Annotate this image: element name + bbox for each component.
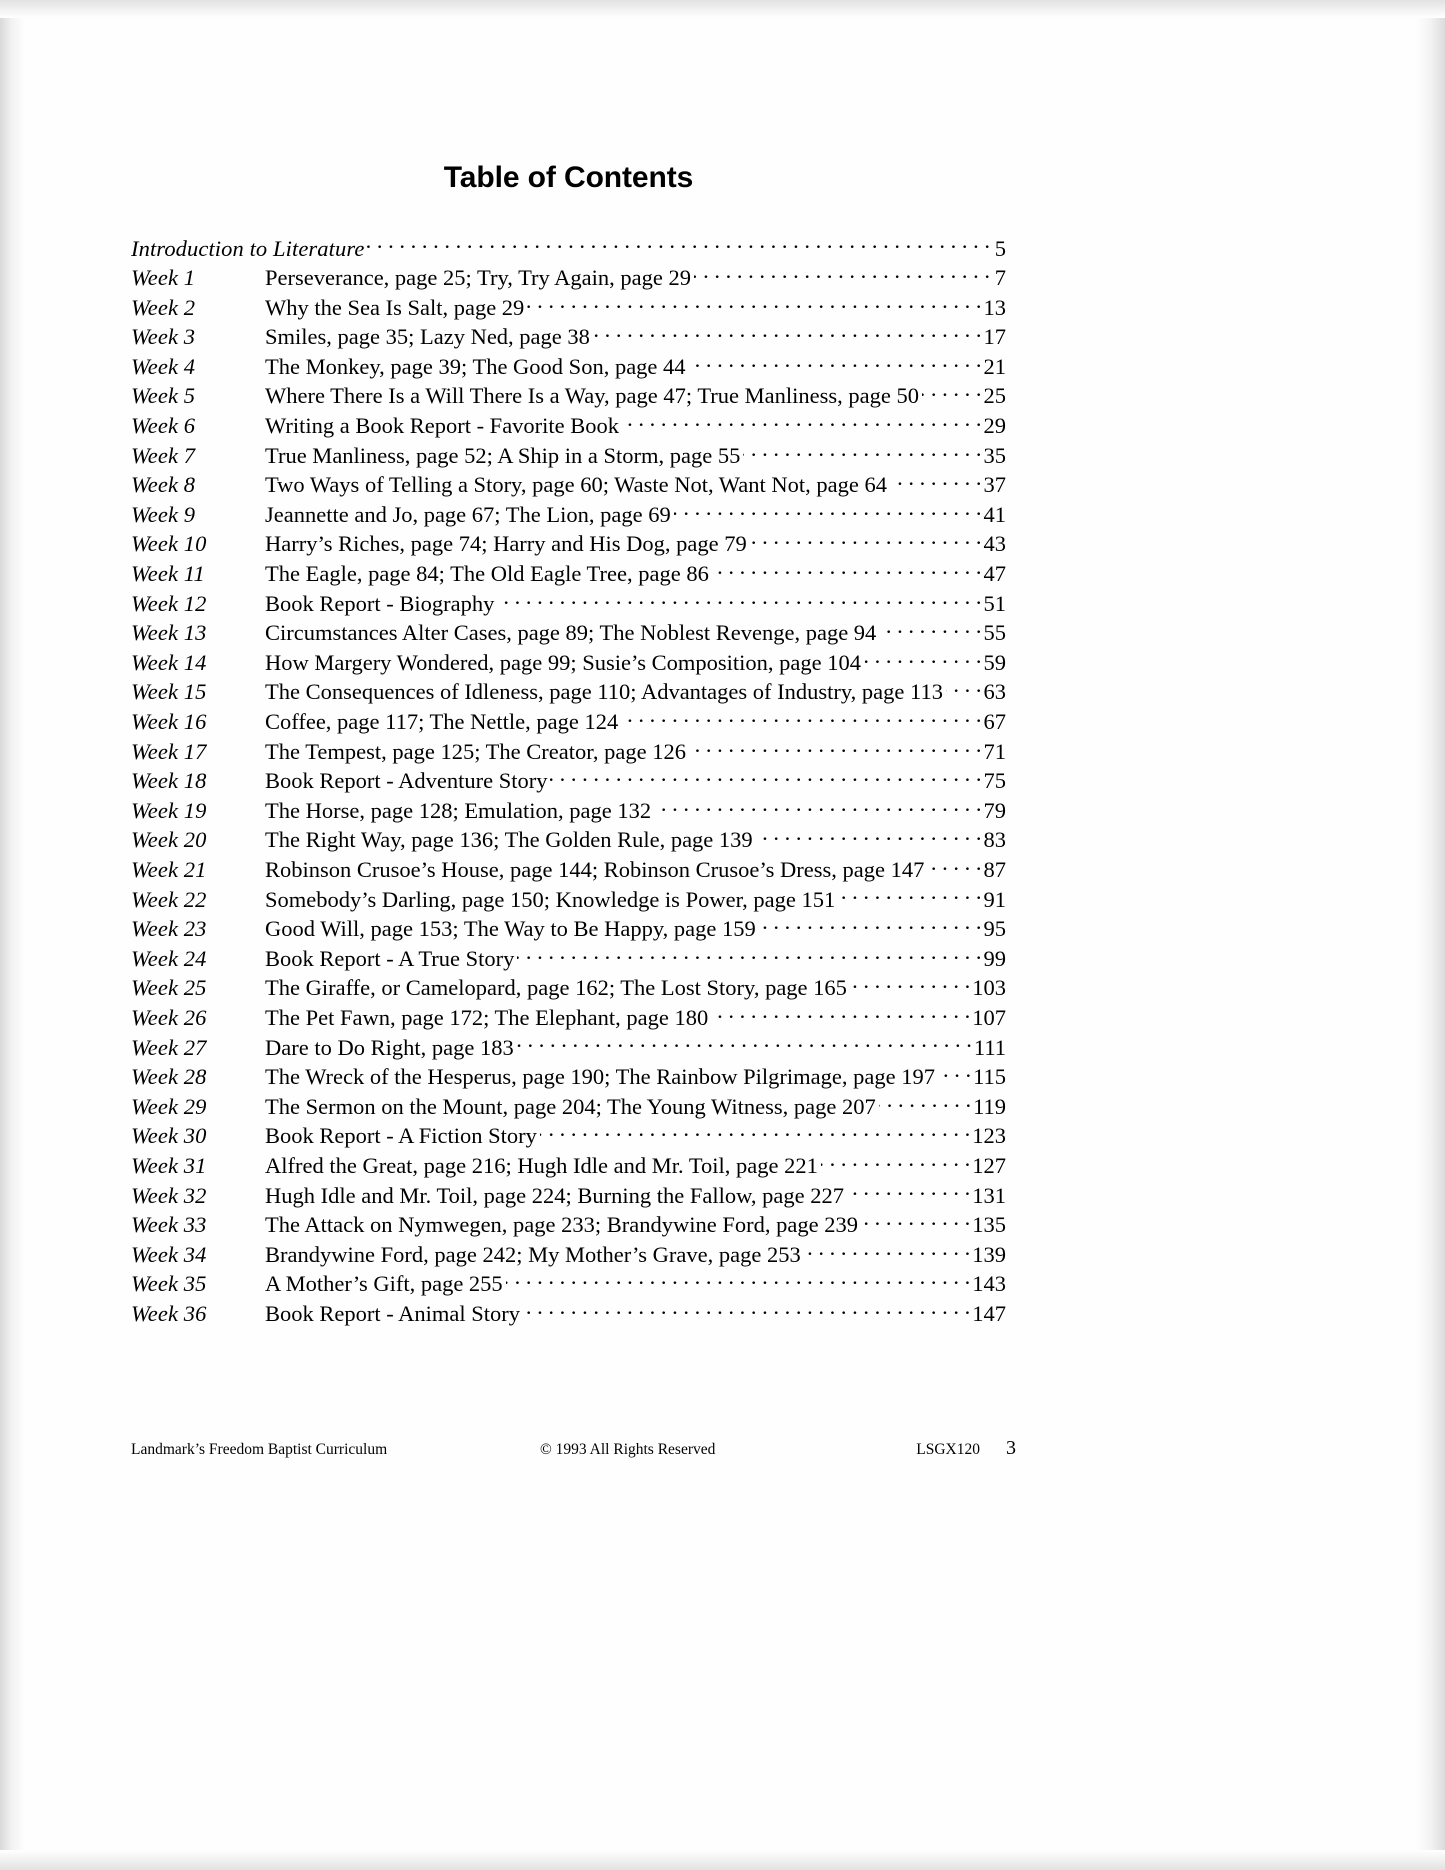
toc-week-label: Week 25 [131, 975, 207, 1001]
toc-week-label: Week 31 [131, 1152, 207, 1178]
toc-row [131, 1091, 1006, 1121]
toc-week-label: Week 13 [131, 620, 207, 646]
dot-leader [593, 322, 982, 345]
toc-page-number: 47 [983, 561, 1006, 587]
toc-page-number: 21 [983, 353, 1006, 379]
toc-page-number: 67 [983, 709, 1006, 734]
toc-week-label: Week 1 [131, 265, 196, 291]
dot-leader [750, 529, 982, 552]
dot-leader [759, 914, 982, 937]
toc-page-number: 135 [972, 1212, 1006, 1238]
dot-leader [674, 499, 982, 522]
toc-entry-title: Brandywine Ford, page 242; My Mother’s Grave, page 253 [265, 1241, 801, 1267]
dot-leader [694, 263, 990, 286]
dot-leader [946, 677, 982, 700]
toc-row [131, 1121, 1006, 1151]
dot-leader [850, 973, 970, 996]
toc-entry-title: Where There Is a Will There Is a Way, page 47; True Manliness, page 50 [265, 383, 919, 409]
toc-content [131, 0, 1006, 1328]
dot-leader [879, 1091, 971, 1114]
toc-row [131, 529, 1006, 559]
toc-row [131, 1032, 1006, 1062]
dot-leader [864, 647, 981, 670]
dot-leader [689, 351, 982, 374]
toc-page-number: 71 [983, 738, 1006, 764]
toc-page-number: 111 [973, 1034, 1006, 1060]
toc-row [131, 1239, 1006, 1269]
toc-intro-label: Introduction to Literature [131, 235, 365, 261]
dot-leader [527, 292, 981, 315]
toc-page-number: 99 [983, 945, 1006, 971]
toc-row [131, 1210, 1006, 1240]
footer-copyright: © 1993 All Rights Reserved [540, 1441, 716, 1458]
toc-page-number: 143 [972, 1271, 1006, 1297]
toc-entry-title: The Tempest, page 125; The Creator, page 126 [265, 738, 686, 764]
toc-entry-title: Smiles, page 35; Lazy Ned, page 38 [265, 324, 590, 350]
toc-page-number: 87 [983, 856, 1006, 882]
toc-entry-title: Perseverance, page 25; Try, Try Again, page 29 [265, 265, 691, 291]
toc-row [131, 825, 1006, 855]
dot-leader [847, 1180, 970, 1203]
toc-row [131, 322, 1006, 352]
toc-entry-title: Why the Sea Is Salt, page 29 [265, 294, 525, 320]
dot-leader [927, 854, 981, 877]
dot-leader [506, 1269, 971, 1292]
toc-week-label: Week 2 [131, 294, 196, 320]
toc-row [131, 559, 1006, 589]
dot-leader [821, 1150, 970, 1173]
toc-week-label: Week 11 [131, 561, 205, 587]
toc-page-number: 91 [983, 886, 1006, 912]
page-title: Table of Contents [443, 161, 694, 194]
toc-entry-title: Hugh Idle and Mr. Toil, page 224; Burning the Fallow, page 227 [265, 1182, 844, 1208]
toc-page-number: 131 [972, 1182, 1006, 1208]
toc-page-number: 43 [983, 531, 1006, 557]
toc-entry-title: The Eagle, page 84; The Old Eagle Tree, page 86 [265, 561, 709, 587]
toc-week-label: Week 3 [131, 324, 196, 350]
toc-entry-title: Jeannette and Jo, page 67; The Lion, page 69 [265, 501, 671, 527]
toc-row [131, 1298, 1006, 1328]
toc-entry-title: The Horse, page 128; Emulation, page 132 [265, 797, 652, 823]
toc-row [131, 1002, 1006, 1032]
toc-entry-title: Book Report - Adventure Story [265, 768, 548, 794]
dot-leader [517, 943, 981, 966]
toc-page-number: 75 [983, 768, 1006, 794]
toc-row [131, 411, 1006, 441]
toc-page-number: 83 [983, 827, 1006, 853]
scan-edge-right [1415, 0, 1445, 1870]
dot-leader [364, 233, 990, 256]
toc-page-number: 147 [972, 1300, 1006, 1326]
dot-leader [523, 1298, 970, 1321]
toc-entry-title: The Attack on Nymwegen, page 233; Brandywine Ford, page 239 [265, 1212, 858, 1238]
toc-entry-title: Book Report - A Fiction Story [265, 1123, 537, 1149]
dot-leader [654, 795, 981, 818]
toc-page-number: 95 [983, 916, 1006, 942]
toc-page-number: 51 [983, 590, 1006, 616]
toc-row [131, 854, 1006, 884]
toc-row-introduction [131, 233, 1006, 263]
toc-week-label: Week 28 [131, 1064, 207, 1090]
toc-row [131, 795, 1006, 825]
toc-page-number: 107 [972, 1004, 1006, 1030]
toc-row [131, 677, 1006, 707]
toc-row [131, 707, 1006, 737]
toc-row [131, 499, 1006, 529]
toc-page-number: 17 [983, 324, 1006, 350]
toc-week-label: Week 15 [131, 679, 207, 705]
toc-page-number: 79 [983, 797, 1006, 823]
toc-week-label: Week 4 [131, 353, 196, 379]
toc-week-label: Week 7 [131, 442, 196, 468]
toc-entry-title: The Monkey, page 39; The Good Son, page 44 [265, 353, 686, 379]
toc-page-number: 115 [973, 1064, 1006, 1090]
dot-leader [689, 736, 982, 759]
toc-row [131, 736, 1006, 766]
dot-leader [938, 1062, 971, 1085]
footer-product-code: LSGX120 [916, 1441, 980, 1458]
toc-row [131, 766, 1006, 796]
toc-row [131, 618, 1006, 648]
toc-week-label: Week 6 [131, 413, 196, 439]
toc-row [131, 1269, 1006, 1299]
toc-entry-title: The Right Way, page 136; The Golden Rule, page 139 [265, 827, 753, 853]
toc-week-label: Week 16 [131, 709, 207, 734]
toc-page-number: 123 [972, 1123, 1006, 1149]
toc-week-label: Week 18 [131, 768, 207, 794]
toc-week-label: Week 12 [131, 590, 207, 616]
toc-entry-title: The Consequences of Idleness, page 110; Advantages of Industry, page 113 [265, 679, 943, 705]
toc-week-label: Week 9 [131, 501, 196, 527]
toc-entry-title: Somebody’s Darling, page 150; Knowledge is Power, page 151 [265, 886, 836, 912]
dot-leader [622, 411, 981, 434]
dot-leader [711, 1002, 970, 1025]
dot-leader [879, 618, 981, 641]
dot-leader [838, 884, 981, 907]
toc-page-number: 127 [972, 1152, 1006, 1178]
toc-entry-title: Alfred the Great, page 216; Hugh Idle and Mr. Toil, page 221 [265, 1152, 818, 1178]
toc-week-label: Week 26 [131, 1004, 207, 1030]
toc-row [131, 914, 1006, 944]
toc-entry-title: The Pet Fawn, page 172; The Elephant, page 180 [265, 1004, 709, 1030]
toc-week-label: Week 24 [131, 945, 207, 971]
toc-entry-title: Dare to Do Right, page 183 [265, 1034, 514, 1060]
toc-week-label: Week 29 [131, 1093, 207, 1119]
page-footer [131, 1436, 1016, 1460]
toc-page-number: 63 [983, 679, 1006, 705]
toc-entry-title: The Sermon on the Mount, page 204; The Young Witness, page 207 [265, 1093, 876, 1119]
scan-edge-left [0, 0, 26, 1870]
dot-leader [621, 707, 981, 730]
toc-entry-title: The Wreck of the Hesperus, page 190; The Rainbow Pilgrimage, page 197 [265, 1064, 935, 1090]
toc-week-label: Week 34 [131, 1241, 207, 1267]
toc-entry-title: Harry’s Riches, page 74; Harry and His Dog, page 79 [265, 531, 747, 557]
dot-leader [550, 766, 981, 789]
toc-row [131, 351, 1006, 381]
toc-entry-title: Coffee, page 117; The Nettle, page 124 [265, 709, 619, 734]
toc-entry-title: Book Report - Biography [265, 590, 495, 616]
toc-row [131, 647, 1006, 677]
toc-entry-title: Book Report - Animal Story [265, 1300, 520, 1326]
toc-row [131, 943, 1006, 973]
toc-page-number: 35 [983, 442, 1006, 468]
toc-week-label: Week 32 [131, 1182, 207, 1208]
toc-week-label: Week 20 [131, 827, 207, 853]
toc-page-number: 41 [983, 501, 1006, 527]
toc-page-number: 13 [983, 294, 1006, 320]
toc-page-number: 7 [994, 265, 1006, 291]
toc-row [131, 292, 1006, 322]
dot-leader [756, 825, 982, 848]
table-of-contents-list [131, 233, 1006, 1328]
dot-leader [517, 1032, 972, 1055]
toc-row [131, 973, 1006, 1003]
toc-week-label: Week 17 [131, 738, 207, 764]
toc-row [131, 440, 1006, 470]
toc-week-label: Week 27 [131, 1034, 207, 1060]
toc-week-label: Week 8 [131, 472, 196, 498]
toc-row [131, 381, 1006, 411]
toc-entry-title: Two Ways of Telling a Story, page 60; Waste Not, Want Not, page 64 [265, 472, 887, 498]
toc-week-label: Week 21 [131, 856, 207, 882]
toc-entry-title: True Manliness, page 52; A Ship in a Storm, page 55 [265, 442, 741, 468]
toc-week-label: Week 10 [131, 531, 207, 557]
toc-entry-title: How Margery Wondered, page 99; Susie’s Composition, page 104 [265, 649, 862, 675]
toc-week-label: Week 30 [131, 1123, 207, 1149]
toc-entry-title: A Mother’s Gift, page 255 [265, 1271, 503, 1297]
toc-row [131, 884, 1006, 914]
toc-row [131, 588, 1006, 618]
footer-page-number: 3 [1006, 1437, 1016, 1459]
toc-page-number: 5 [994, 235, 1006, 261]
toc-page-number: 103 [972, 975, 1006, 1001]
dot-leader [497, 588, 981, 611]
toc-week-label: Week 19 [131, 797, 207, 823]
toc-entry-title: Robinson Crusoe’s House, page 144; Robinson Crusoe’s Dress, page 147 [265, 856, 925, 882]
toc-page-number: 59 [983, 649, 1006, 675]
dot-leader [804, 1239, 971, 1262]
toc-page-number: 55 [983, 620, 1006, 646]
toc-week-label: Week 23 [131, 916, 207, 942]
toc-entry-title: Good Will, page 153; The Way to Be Happy, page 159 [265, 916, 756, 942]
dot-leader [890, 470, 982, 493]
toc-week-label: Week 36 [131, 1300, 207, 1326]
toc-week-label: Week 33 [131, 1212, 207, 1238]
toc-week-label: Week 35 [131, 1271, 207, 1297]
toc-page-number: 139 [972, 1241, 1006, 1267]
dot-leader [922, 381, 982, 404]
toc-week-label: Week 22 [131, 886, 207, 912]
toc-entry-title: Circumstances Alter Cases, page 89; The Noblest Revenge, page 94 [265, 620, 877, 646]
toc-page-number: 25 [983, 383, 1006, 409]
toc-row [131, 263, 1006, 293]
toc-row [131, 470, 1006, 500]
scan-edge-bottom [0, 1850, 1445, 1870]
toc-row [131, 1180, 1006, 1210]
dot-leader [712, 559, 982, 582]
toc-entry-title: The Giraffe, or Camelopard, page 162; The Lost Story, page 165 [265, 975, 847, 1001]
toc-week-label: Week 5 [131, 383, 196, 409]
footer-publisher: Landmark’s Freedom Baptist Curriculum [131, 1441, 388, 1458]
toc-entry-title: Writing a Book Report - Favorite Book [265, 413, 620, 439]
toc-page-number: 119 [973, 1093, 1006, 1119]
toc-entry-title: Book Report - A True Story [265, 945, 515, 971]
dot-leader [861, 1210, 970, 1233]
toc-week-label: Week 14 [131, 649, 207, 675]
dot-leader [743, 440, 981, 463]
toc-row [131, 1062, 1006, 1092]
toc-page-number: 29 [983, 413, 1006, 439]
toc-row [131, 1150, 1006, 1180]
toc-page-number: 37 [983, 472, 1006, 498]
dot-leader [540, 1121, 970, 1144]
